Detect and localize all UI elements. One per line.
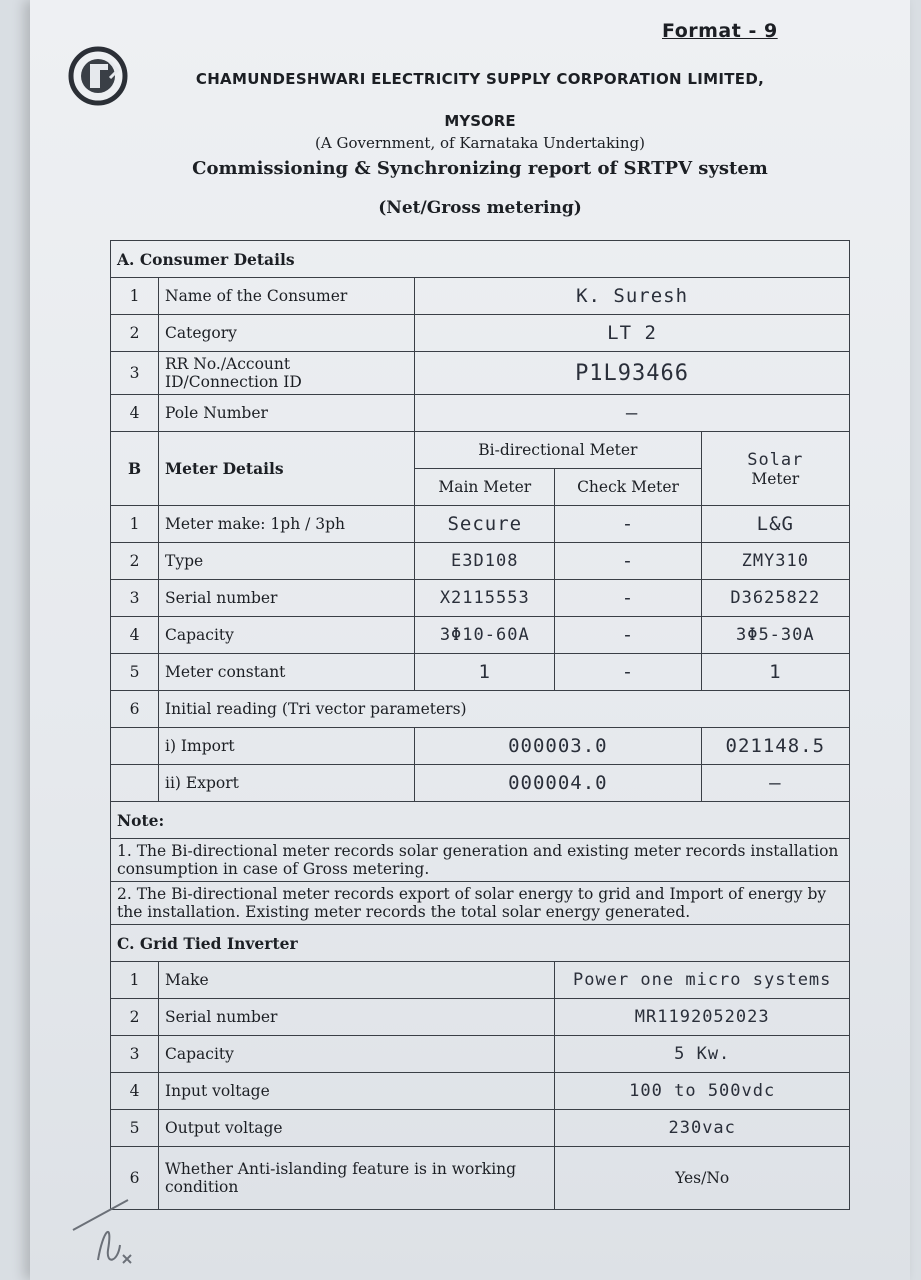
section-a-title: A. Consumer Details <box>111 241 850 278</box>
format-label: Format - 9 <box>662 20 778 42</box>
row-number: 6 <box>111 1147 159 1210</box>
field-label: Serial number <box>159 580 415 617</box>
section-a-header <box>111 241 850 278</box>
check-meter-value: - <box>555 654 701 691</box>
row-number: 2 <box>111 543 159 580</box>
note-title: Note: <box>111 802 850 839</box>
check-meter-value: - <box>555 506 701 543</box>
export-main-value: 000004.0 <box>415 765 701 802</box>
field-label: Input voltage <box>159 1073 555 1110</box>
solar-meter-value: D3625822 <box>701 580 849 617</box>
signature-icon <box>68 1190 158 1270</box>
pole-number-value: — <box>415 395 850 432</box>
solar-meter-header-bottom: Meter <box>751 469 800 488</box>
main-meter-value: E3D108 <box>415 543 555 580</box>
table-row <box>111 765 850 802</box>
document-page <box>30 0 910 1280</box>
table-row <box>111 691 850 728</box>
field-label: Whether Anti-islanding feature is in working condition <box>159 1147 555 1210</box>
field-label: Serial number <box>159 999 555 1036</box>
field-label: Pole Number <box>159 395 415 432</box>
field-label: Meter constant <box>159 654 415 691</box>
solar-meter-value: 1 <box>701 654 849 691</box>
export-solar-value: — <box>701 765 849 802</box>
section-c-title: C. Grid Tied Inverter <box>111 925 850 962</box>
row-number: 1 <box>111 962 159 999</box>
rr-number-value: P1L93466 <box>415 352 850 395</box>
inverter-capacity-value: 5 Kw. <box>555 1036 850 1073</box>
solar-meter-value: 3Φ5-30A <box>701 617 849 654</box>
table-row <box>111 352 850 395</box>
field-label: Type <box>159 543 415 580</box>
row-number: 2 <box>111 999 159 1036</box>
table-row <box>111 1073 850 1110</box>
org-name: CHAMUNDESHWARI ELECTRICITY SUPPLY CORPORATION LIMITED, <box>195 70 765 88</box>
table-row <box>111 543 850 580</box>
row-number: 3 <box>111 580 159 617</box>
table-row <box>111 315 850 352</box>
table-row <box>111 1147 850 1210</box>
empty-cell <box>111 728 159 765</box>
table-row <box>111 999 850 1036</box>
table-row <box>111 1110 850 1147</box>
row-number: 5 <box>111 1110 159 1147</box>
anti-islanding-value: Yes/No <box>555 1147 850 1210</box>
report-title: Commissioning & Synchronizing report of SRTPV system <box>192 158 768 179</box>
cesc-logo-icon <box>66 44 130 108</box>
field-label: RR No./Account ID/Connection ID <box>159 352 415 395</box>
inverter-input-voltage-value: 100 to 500vdc <box>555 1073 850 1110</box>
field-label: Capacity <box>159 617 415 654</box>
table-row <box>111 1036 850 1073</box>
table-row <box>111 962 850 999</box>
row-number: 5 <box>111 654 159 691</box>
row-number: 1 <box>111 278 159 315</box>
row-number: 3 <box>111 352 159 395</box>
check-meter-header: Check Meter <box>555 469 701 506</box>
field-label: Capacity <box>159 1036 555 1073</box>
check-meter-value: - <box>555 580 701 617</box>
solar-meter-value: L&G <box>701 506 849 543</box>
field-label: Make <box>159 962 555 999</box>
field-label: Name of the Consumer <box>159 278 415 315</box>
import-solar-value: 021148.5 <box>701 728 849 765</box>
row-number: 6 <box>111 691 159 728</box>
import-label: i) Import <box>159 728 415 765</box>
field-label: Category <box>159 315 415 352</box>
section-b-letter: B <box>111 432 159 506</box>
consumer-name-value: K. Suresh <box>415 278 850 315</box>
solar-meter-header <box>701 432 849 506</box>
empty-cell <box>111 765 159 802</box>
table-row <box>111 617 850 654</box>
table-row <box>111 278 850 315</box>
category-value: LT 2 <box>415 315 850 352</box>
inverter-output-voltage-value: 230vac <box>555 1110 850 1147</box>
table-row <box>111 728 850 765</box>
report-form-table <box>110 240 850 1210</box>
row-number: 4 <box>111 1073 159 1110</box>
main-meter-value: X2115553 <box>415 580 555 617</box>
table-row <box>111 395 850 432</box>
section-c-header <box>111 925 850 962</box>
row-number: 4 <box>111 617 159 654</box>
row-number: 3 <box>111 1036 159 1073</box>
field-label: Meter make: 1ph / 3ph <box>159 506 415 543</box>
note-line-1: 1. The Bi-directional meter records solar generation and existing meter records installation consumption in case of Gross metering. <box>111 839 850 882</box>
inverter-make-value: Power one micro systems <box>555 962 850 999</box>
note-title-row <box>111 802 850 839</box>
table-row <box>111 654 850 691</box>
section-b-header <box>111 432 850 469</box>
inverter-serial-value: MR1192052023 <box>555 999 850 1036</box>
row-number: 1 <box>111 506 159 543</box>
row-number: 2 <box>111 315 159 352</box>
section-b-title: Meter Details <box>159 432 415 506</box>
note-row <box>111 882 850 925</box>
govt-line: (A Government, of Karnataka Undertaking) <box>315 134 645 152</box>
note-line-2: 2. The Bi-directional meter records export of solar energy to grid and Import of energy by the installation. Existing meter records the total solar energy generated. <box>111 882 850 925</box>
export-label: ii) Export <box>159 765 415 802</box>
solar-meter-value: ZMY310 <box>701 543 849 580</box>
main-meter-header: Main Meter <box>415 469 555 506</box>
solar-meter-header-top: Solar <box>747 449 804 470</box>
field-label: Output voltage <box>159 1110 555 1147</box>
main-meter-value: 1 <box>415 654 555 691</box>
check-meter-value: - <box>555 617 701 654</box>
initial-reading-label: Initial reading (Tri vector parameters) <box>159 691 850 728</box>
note-row <box>111 839 850 882</box>
row-number: 4 <box>111 395 159 432</box>
bidirectional-meter-header: Bi-directional Meter <box>415 432 701 469</box>
org-city: MYSORE <box>444 112 516 130</box>
import-main-value: 000003.0 <box>415 728 701 765</box>
main-meter-value: 3Φ10-60A <box>415 617 555 654</box>
report-subtitle: (Net/Gross metering) <box>378 198 582 218</box>
check-meter-value: - <box>555 543 701 580</box>
table-row <box>111 580 850 617</box>
table-row <box>111 506 850 543</box>
main-meter-value: Secure <box>415 506 555 543</box>
